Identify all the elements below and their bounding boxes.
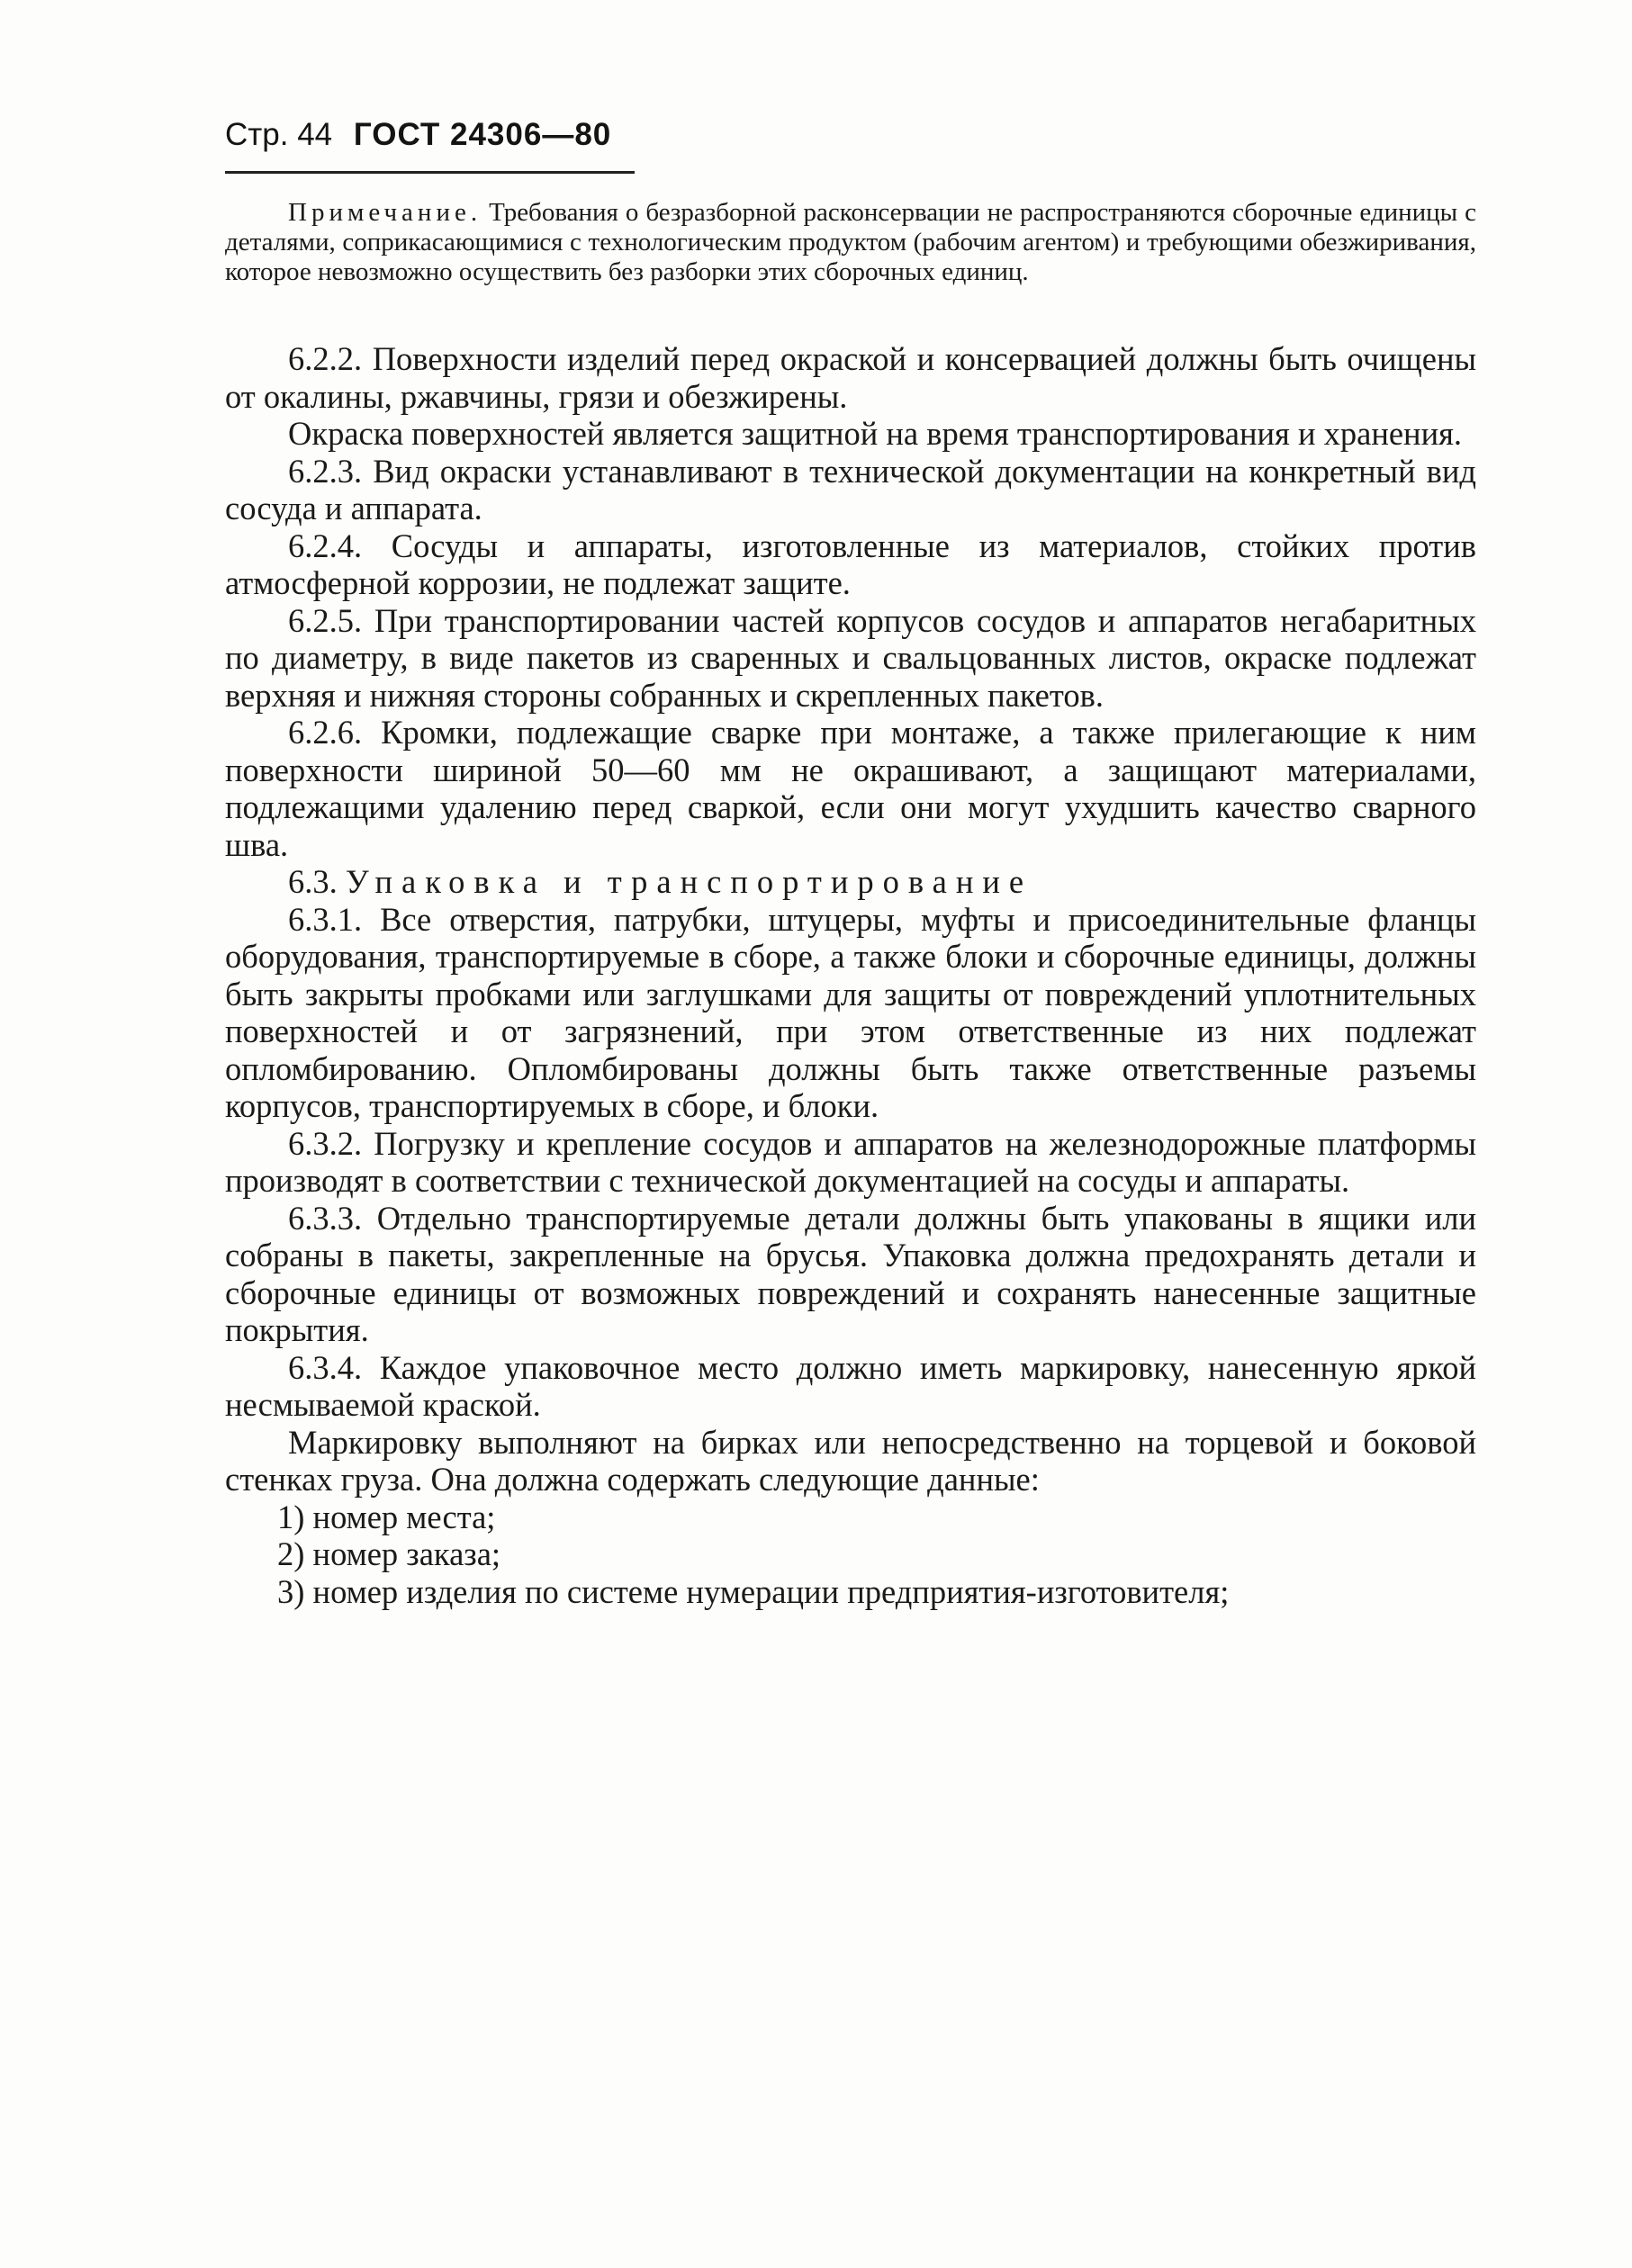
note-block [225, 198, 1476, 287]
paragraph-6-3-2: 6.3.2. Погрузку и крепление сосудов и аппаратов на железнодорожные платформы производят в соответствии с технической документацией на сосуды и аппараты. [225, 1124, 1476, 1199]
page-number: Стр. 44 [225, 117, 333, 152]
section-heading-6-3 [225, 863, 1476, 901]
section-title: Упаковка и транспортирование [345, 863, 1033, 900]
paragraph-6-3-1: 6.3.1. Все отверстия, патрубки, штуцеры, муфты и присоединительные фланцы оборудования, транспортируемые в сборе, а также блоки и сборочные единицы, должны быть закрыты пробками или заглушками для защиты от повреждений уплотнительных поверхностей и от загрязнений, при этом ответственные из них подлежат опломбированию. Опломбированы должны быть также ответственные разъемы корпусов, транспортируемых в сборе, и блоки. [225, 900, 1476, 1124]
standard-number: ГОСТ 24306—80 [353, 117, 612, 152]
section-number: 6.3. [288, 863, 338, 900]
list-item-1: 1) номер места; [277, 1498, 496, 1535]
list-item-2: 2) номер заказа; [277, 1535, 501, 1572]
paragraph-6-2-6: 6.2.6. Кромки, подлежащие сварке при монтаже, а также прилегающие к ним поверхности шириной 50—60 мм не окрашивают, а защищают материалами, подлежащими удалению перед сваркой, если они могут ухудшить качество сварного шва. [225, 714, 1476, 863]
page-header [225, 117, 611, 153]
paragraph-6-2-5: 6.2.5. При транспортировании частей корпусов сосудов и аппаратов негабаритных по диаметру, в виде пакетов из сваренных и свальцованных листов, окраске подлежат верхняя и нижняя стороны собранных и скрепленных пакетов. [225, 601, 1476, 714]
paragraph-painting: Окраска поверхностей является защитной на время транспортирования и хранения. [288, 415, 1463, 452]
paragraph-6-3-3: 6.3.3. Отдельно транспортируемые детали должны быть упакованы в ящики или собраны в пакеты, закрепленные на брусья. Упаковка должна предохранять детали и сборочные единицы от возможных повреждений и сохранять нанесенные защитные покрытия. [225, 1199, 1476, 1348]
paragraph-6-3-4: 6.3.4. Каждое упаковочное место должно иметь маркировку, нанесенную яркой несмываемой краской. [225, 1348, 1476, 1423]
list-item-3: 3) номер изделия по системе нумерации предприятия-изготовителя; [277, 1572, 1230, 1610]
header-rule [225, 171, 635, 174]
paragraph-6-2-3: 6.2.3. Вид окраски устанавливают в технической документации на конкретный вид сосуда и аппарата. [225, 452, 1476, 526]
note-text: Требования о безразборной расконсервации не распространяются сборочные единицы с деталями, соприкасающимися с технологическим продуктом (рабочим агентом) и требующими обезжиривания, которое невозможно осуществить без разборки этих сборочных единиц. [225, 198, 1476, 286]
paragraph-marking: Маркировку выполняют на бирках или непосредственно на торцевой и боковой стенках груза. Она должна содержать следующие данные: [225, 1423, 1476, 1498]
paragraph-6-2-2: 6.2.2. Поверхности изделий перед окраской и консервацией должны быть очищены от окалины, ржавчины, грязи и обезжирены. [225, 340, 1476, 415]
paragraph-6-2-4: 6.2.4. Сосуды и аппараты, изготовленные из материалов, стойких против атмосферной коррозии, не подлежат защите. [225, 526, 1476, 601]
body-text [225, 340, 1476, 1610]
note-label: Примечание. [288, 198, 482, 227]
